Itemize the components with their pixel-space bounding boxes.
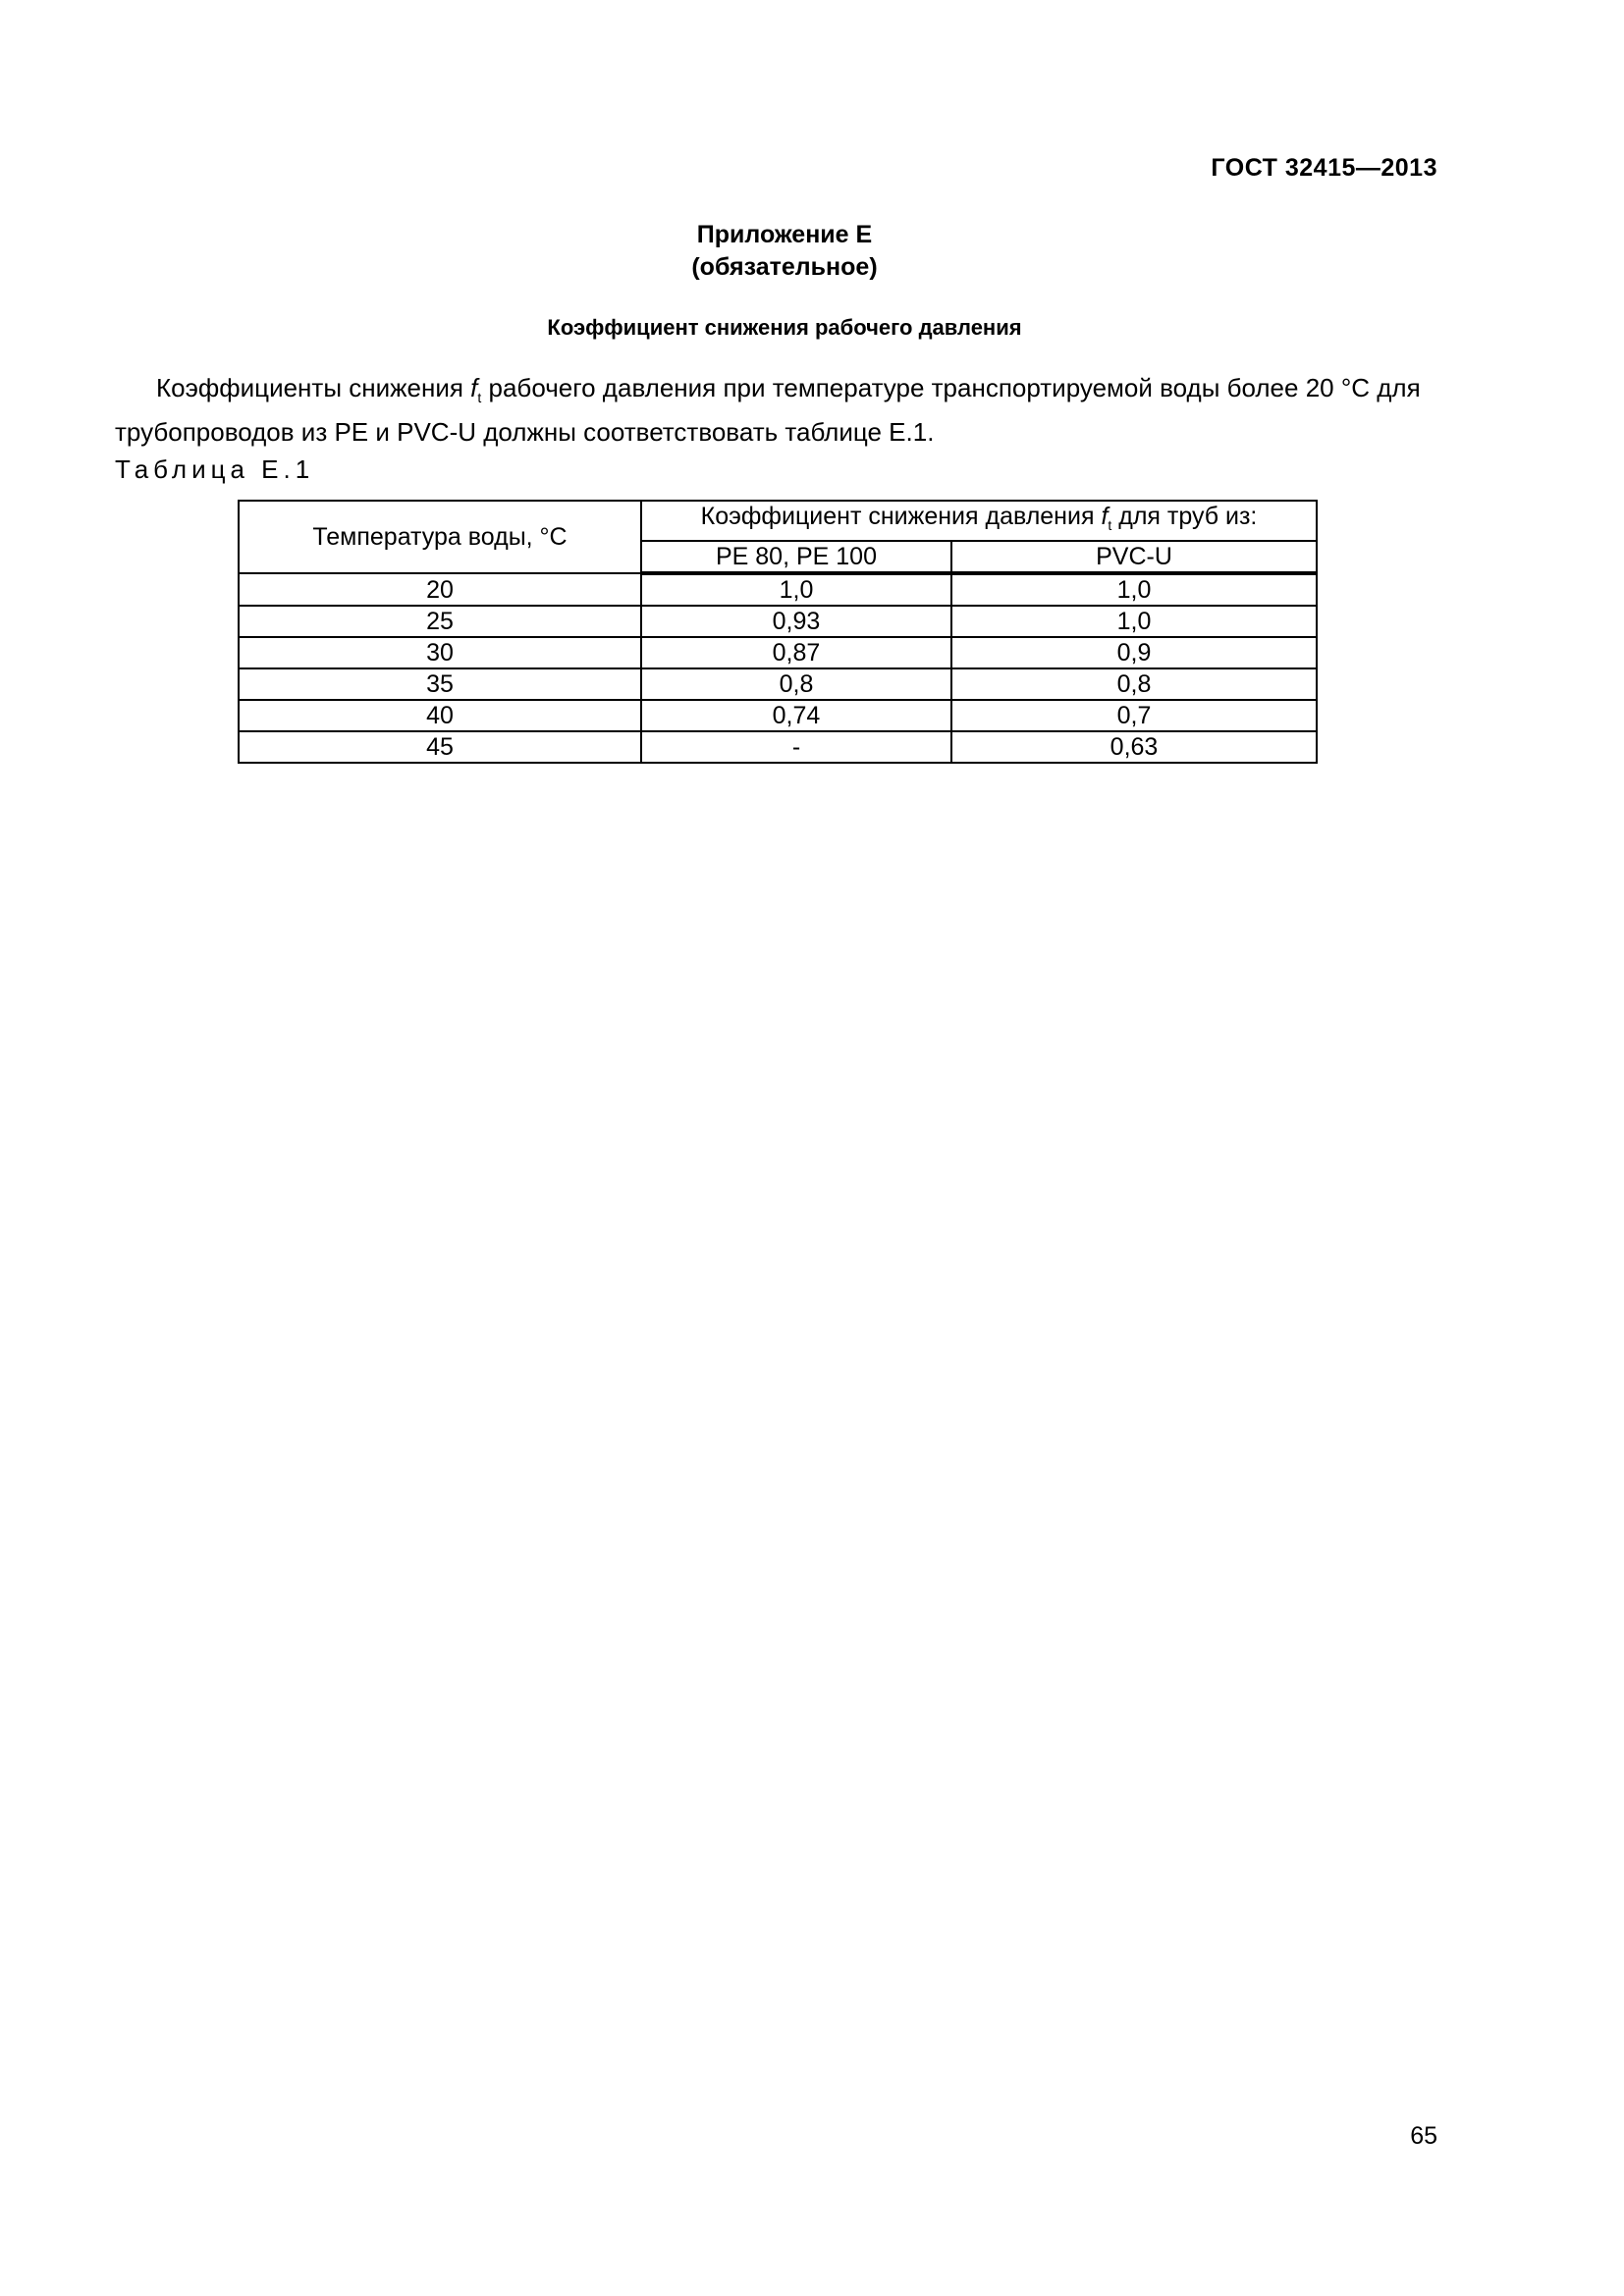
body-paragraph <box>115 371 1440 450</box>
document-code: ГОСТ 32415—2013 <box>1211 154 1437 182</box>
page-number: 65 <box>1410 2122 1437 2150</box>
cell-temperature: 45 <box>239 731 641 763</box>
table-row <box>239 606 1317 637</box>
header-coefficient <box>641 501 1317 541</box>
cell-temperature: 20 <box>239 573 641 606</box>
annex-title: Приложение Е <box>696 221 873 248</box>
coefficient-symbol: f <box>470 373 478 402</box>
table-caption: Таблица Е.1 <box>115 454 315 484</box>
cell-temperature: 35 <box>239 668 641 700</box>
paragraph-text-after: рабочего давления при температуре транспортируемой воды более 20 °C для трубопроводов из PE и PVC-U должны соответствовать таблице Е.1. <box>115 373 1421 448</box>
header-temperature: Температура воды, °C <box>239 501 641 573</box>
table-row <box>239 668 1317 700</box>
paragraph-text-before: Коэффициенты снижения <box>156 373 471 402</box>
section-title: Коэффициент снижения рабочего давления <box>547 315 1022 340</box>
table-body <box>239 573 1317 763</box>
cell-pe: - <box>641 731 951 763</box>
cell-pvc: 0,9 <box>951 637 1317 668</box>
table-row <box>239 637 1317 668</box>
coefficient-subscript: t <box>477 390 482 406</box>
cell-pe: 0,87 <box>641 637 951 668</box>
cell-pvc: 0,63 <box>951 731 1317 763</box>
cell-pe: 0,93 <box>641 606 951 637</box>
table-row <box>239 731 1317 763</box>
cell-pvc: 1,0 <box>951 573 1317 606</box>
header-pe: PE 80, PE 100 <box>641 541 951 573</box>
cell-temperature: 25 <box>239 606 641 637</box>
cell-pvc: 0,7 <box>951 700 1317 731</box>
cell-temperature: 30 <box>239 637 641 668</box>
cell-temperature: 40 <box>239 700 641 731</box>
annex-heading <box>0 219 1569 284</box>
cell-pe: 0,74 <box>641 700 951 731</box>
header-coef-symbol: f <box>1101 503 1109 530</box>
header-pvc: PVC-U <box>951 541 1317 573</box>
cell-pvc: 1,0 <box>951 606 1317 637</box>
table-row <box>239 573 1317 606</box>
table-header <box>239 501 1317 573</box>
annex-status: (обязательное) <box>691 253 878 281</box>
header-coef-text-after: для труб из: <box>1111 503 1258 530</box>
header-coef-text-before: Коэффициент снижения давления <box>700 503 1102 530</box>
cell-pe: 1,0 <box>641 573 951 606</box>
pressure-reduction-table <box>238 500 1318 764</box>
cell-pe: 0,8 <box>641 668 951 700</box>
header-coef-subscript: t <box>1108 517 1112 533</box>
cell-pvc: 0,8 <box>951 668 1317 700</box>
table-row <box>239 700 1317 731</box>
